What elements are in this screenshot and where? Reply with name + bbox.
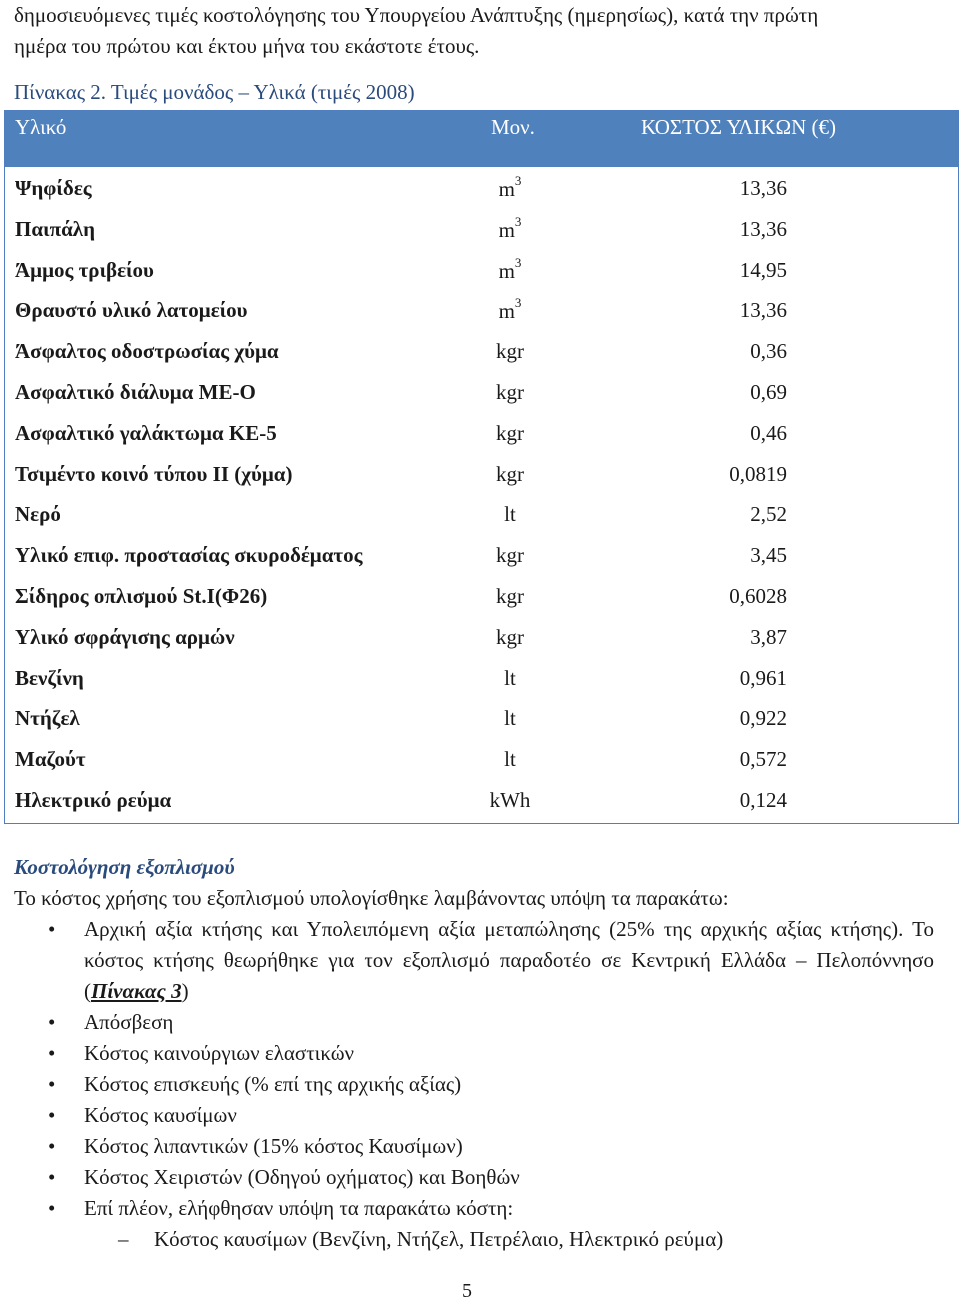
cost-cell: 14,95 — [739, 257, 787, 282]
table-row — [5, 289, 958, 330]
unit-cell: kgr — [496, 461, 524, 486]
bullet-icon: • — [48, 1010, 56, 1034]
table-row — [5, 208, 958, 249]
bullet-icon: • — [48, 1072, 56, 1096]
unit-cell: $m^3$ — [498, 295, 522, 324]
intro-paragraph — [14, 0, 944, 62]
intro-line-2: ημέρα του πρώτου και έκτου μήνα του εκάστοτε έτους. — [14, 34, 480, 58]
cost-cell: 2,52 — [750, 502, 787, 527]
header-unit: Μον. — [491, 115, 535, 139]
table-caption: Πίνακας 2. Τιμές μονάδος – Υλικά (τιμές 2008) — [14, 80, 415, 104]
unit-cell: kgr — [496, 624, 524, 649]
unit-cell: kgr — [496, 543, 524, 568]
unit-cell: kgr — [496, 339, 524, 364]
header-material: Υλικό — [15, 115, 67, 139]
cost-cell: 13,36 — [739, 298, 787, 323]
material-cell: Ασφαλτικό διάλυμα ΜΕ-Ο — [15, 380, 256, 404]
sub-list-item: – Κόστος καυσίμων (Βενζίνη, Ντήζελ, Πετρέλαιο, Ηλεκτρικό ρεύμα) — [14, 1224, 934, 1255]
table-row — [5, 697, 958, 738]
header-cost: ΚΟΣΤΟΣ ΥΛΙΚΩΝ (€) — [641, 115, 837, 139]
table-row — [5, 167, 958, 208]
list-item: • Κόστος καινούργιων ελαστικών — [14, 1038, 934, 1069]
unit-cell: kgr — [496, 584, 524, 608]
table-row — [5, 534, 958, 575]
cost-cell: 0,961 — [739, 665, 787, 690]
table-row — [5, 493, 958, 534]
material-cell: Υλικό σφράγισης αρμών — [15, 624, 235, 649]
table-reference-link: Πίνακας 3 — [91, 979, 182, 1003]
table-row — [5, 738, 958, 779]
unit-cell: $m^3$ — [498, 254, 522, 283]
list-item: • Κόστος λιπαντικών (15% κόστος Καυσίμων) — [14, 1131, 934, 1162]
table-header — [5, 111, 958, 167]
unit-cell: kgr — [496, 380, 524, 404]
cost-cell: 0,6028 — [729, 584, 787, 608]
material-cell: Βενζίνη — [15, 665, 84, 690]
bullet-icon: • — [48, 1134, 56, 1158]
cost-cell: 0,124 — [739, 788, 787, 812]
cost-cell: 0,572 — [739, 747, 787, 772]
list-item: • Κόστος επισκευής (% επί της αρχικής αξίας) — [14, 1069, 934, 1100]
material-cell: Μαζούτ — [15, 747, 86, 772]
cost-cell: 3,87 — [750, 624, 787, 649]
table-row — [5, 575, 958, 616]
list-item: • Επί πλέον, ελήφθησαν υπόψη τα παρακάτω κόστη: — [14, 1193, 934, 1224]
material-cell: Σίδηρος οπλισμού St.I(Φ26) — [15, 584, 268, 608]
material-cell: Ψηφίδες — [15, 176, 92, 200]
bullet-icon: • — [48, 1103, 56, 1127]
cost-cell: 3,45 — [750, 543, 787, 568]
cost-cell: 0,0819 — [729, 461, 787, 486]
cost-cell: 13,36 — [739, 216, 787, 241]
material-cell: Ηλεκτρικό ρεύμα — [15, 788, 172, 812]
table-row — [5, 616, 958, 657]
list-item: • Κόστος Χειριστών (Οδηγού οχήματος) και Βοηθών — [14, 1162, 934, 1193]
cost-cell: 0,69 — [750, 380, 787, 404]
bullet-icon: • — [48, 1165, 56, 1189]
table-row — [5, 371, 958, 412]
unit-cell: kWh — [489, 788, 531, 812]
bullet-icon: • — [48, 1196, 56, 1220]
dash-icon: – — [118, 1227, 129, 1251]
cost-cell: 0,46 — [750, 420, 787, 445]
unit-cell: lt — [504, 665, 516, 690]
table-row — [5, 657, 958, 698]
material-cell: Άμμος τριβείου — [15, 257, 154, 282]
unit-cell: lt — [504, 747, 516, 772]
bullet-list — [14, 914, 934, 1255]
table-row — [5, 249, 958, 290]
cost-cell: 0,36 — [750, 339, 787, 364]
table-row — [5, 412, 958, 453]
unit-cell: lt — [504, 706, 516, 731]
cost-cell: 13,36 — [739, 176, 787, 200]
material-cell: Ντήζελ — [15, 706, 80, 731]
unit-cell: kgr — [496, 420, 524, 445]
table-row — [5, 779, 958, 820]
material-cell: Υλικό επιφ. προστασίας σκυροδέματος — [15, 543, 363, 568]
material-cell: Θραυστό υλικό λατομείου — [15, 298, 248, 323]
material-cell: Παιπάλη — [15, 216, 96, 241]
list-item: • Αρχική αξία κτήσης και Υπολειπόμενη αξία μεταπώλησης (25% της αρχικής αξίας κτήσης). Το κόστος κτήσης θεωρήθηκε για τον εξοπλισμό παραδοτέο σε Κεντρική Ελλάδα – Πελοπόννησο (Πίνακας 3) — [14, 914, 934, 1007]
list-item: • Απόσβεση — [14, 1007, 934, 1038]
table-row — [5, 330, 958, 371]
bullet-icon: • — [48, 1041, 56, 1065]
table-row — [5, 453, 958, 494]
unit-cell: $m^3$ — [498, 213, 522, 242]
section-lead: Το κόστος χρήσης του εξοπλισμού υπολογίσθηκε λαμβάνοντας υπόψη τα παρακάτω: — [14, 886, 729, 910]
section-title: Κοστολόγηση εξοπλισμού — [14, 855, 235, 879]
list-item: • Κόστος καυσίμων — [14, 1100, 934, 1131]
material-cell: Ασφαλτικό γαλάκτωμα ΚΕ-5 — [15, 420, 277, 445]
materials-price-table — [4, 110, 959, 824]
page-number: 5 — [462, 1280, 472, 1302]
bullet-icon: • — [48, 917, 56, 941]
material-cell: Νερό — [15, 502, 61, 527]
material-cell: Άσφαλτος οδοστρωσίας χύμα — [15, 339, 279, 364]
unit-cell: $m^3$ — [498, 173, 522, 201]
unit-cell: lt — [504, 502, 516, 527]
equipment-costing-section — [14, 852, 934, 1255]
material-cell: Τσιμέντο κοινό τύπου ΙΙ (χύμα) — [15, 461, 293, 486]
intro-line-1: δημοσιευόμενες τιμές κοστολόγησης του Υπουργείου Ανάπτυξης (ημερησίως), κατά την πρώτη — [14, 3, 819, 27]
cost-cell: 0,922 — [739, 706, 787, 731]
